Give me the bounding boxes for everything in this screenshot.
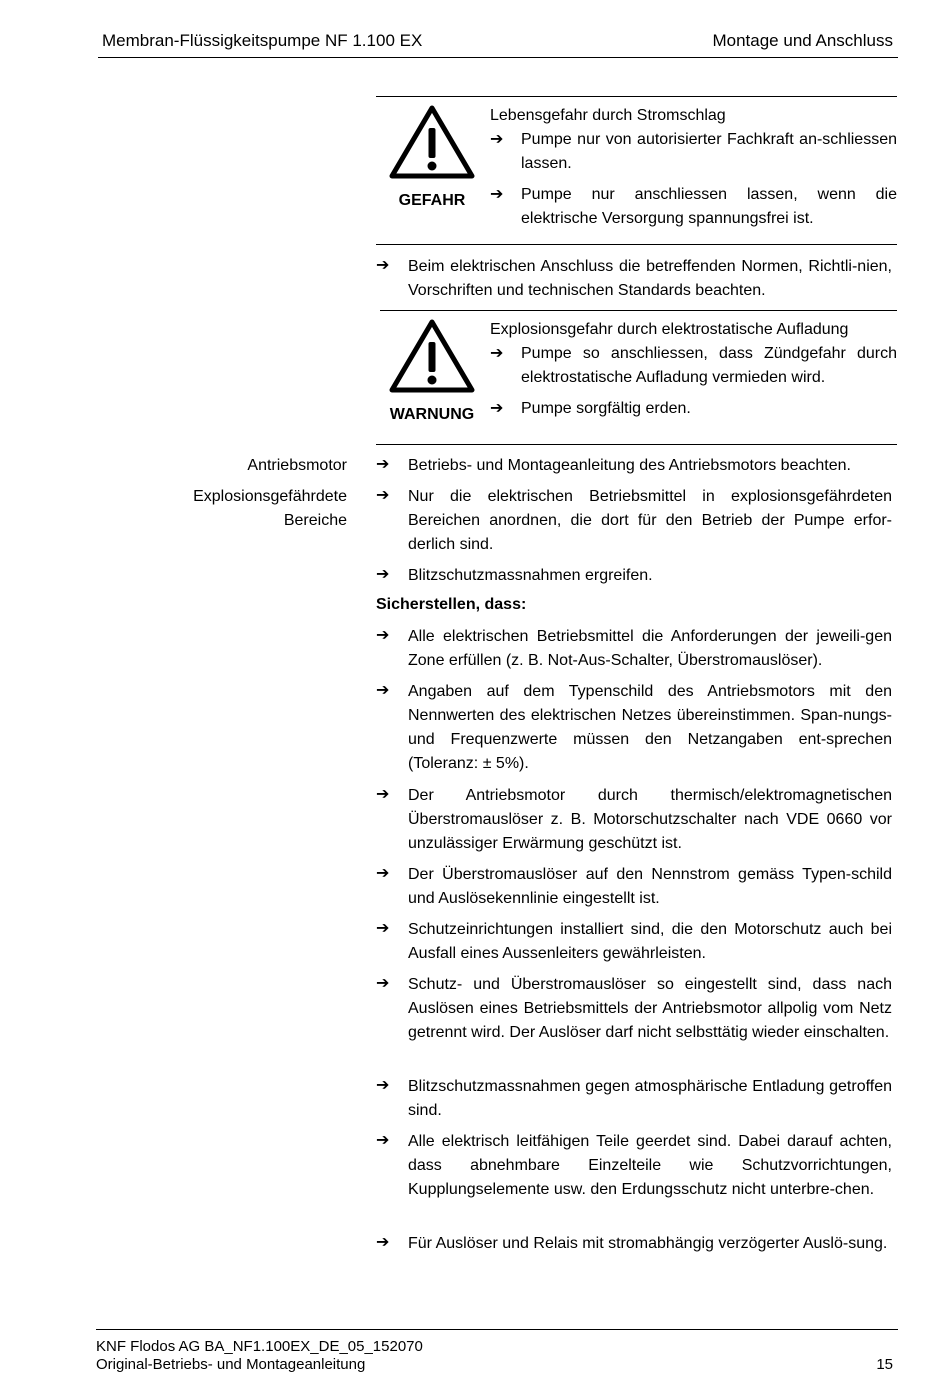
arrow-icon: ➔ (376, 566, 390, 583)
danger-top-rule (376, 96, 897, 97)
arrow-icon: ➔ (490, 345, 504, 362)
ensure-item: ➔ Für Auslöser und Relais mit stromabhängig verzögerter Auslö-sung. (376, 1234, 888, 1252)
danger-bottom-rule (376, 244, 897, 245)
arrow-icon: ➔ (376, 627, 390, 644)
warning-triangle-icon (388, 318, 476, 394)
footer-document-type: Original-Betriebs- und Montageanleitung (96, 1356, 366, 1373)
ensure-item: ➔ Alle elektrischen Betriebsmittel die Anforderungen der jeweili-gen Zone erfüllen (z. B. Not-Aus-Schalter, Überstromauslöser). (376, 627, 892, 669)
warning-triangle-icon (388, 104, 476, 180)
arrow-icon: ➔ (376, 487, 390, 504)
danger-block (376, 104, 897, 234)
footer-document-id: KNF Flodos AG BA_NF1.100EX_DE_05_152070 (96, 1338, 423, 1355)
danger-title: Lebensgefahr durch Stromschlag (490, 107, 726, 124)
header-section-title: Montage und Anschluss (712, 31, 893, 50)
warning-item: ➔ Pumpe sorgfältig erden. (490, 397, 897, 421)
arrow-icon: ➔ (376, 456, 390, 473)
danger-signal-word: GEFAHR (398, 192, 466, 209)
ensure-item: ➔ Schutzeinrichtungen installiert sind, die den Motorschutz auch bei Ausfall eines Aussenleiters gewährleisten. (376, 920, 892, 962)
arrow-icon: ➔ (376, 1077, 390, 1094)
ensure-item: ➔ Der Überstromauslöser auf den Nennstrom gemäss Typen-schild und Auslösekennlinie eingestellt ist. (376, 865, 892, 907)
arrow-icon: ➔ (376, 257, 390, 274)
arrow-icon: ➔ (376, 865, 390, 882)
warning-bottom-rule (376, 444, 897, 445)
ensure-heading: Sicherstellen, dass: (376, 596, 527, 613)
arrow-icon: ➔ (376, 786, 390, 803)
hazard-item: ➔ Nur die elektrischen Betriebsmittel in explosionsgefährdeten Bereichen anordnen, die dort für den Betrieb der Pumpe erfor-derlich sind. (376, 487, 892, 553)
warning-item: ➔ Pumpe so anschliessen, dass Zündgefahr durch elektrostatische Aufladung vermieden wird. (490, 342, 897, 390)
arrow-icon: ➔ (376, 1234, 390, 1251)
page-number: 15 (876, 1356, 893, 1373)
ensure-item: ➔ Angaben auf dem Typenschild des Antriebsmotors mit den Nennwerten des elektrischen Netzes übereinstimmen. Span-nungs- und Frequenzwerte müssen den Netzangaben ent-sprechen (Toleranz: ± 5%). (376, 682, 892, 772)
arrow-icon: ➔ (376, 920, 390, 937)
footer-divider (96, 1329, 898, 1330)
arrow-icon: ➔ (376, 682, 390, 699)
danger-item: ➔ Pumpe nur anschliessen lassen, wenn die elektrische Versorgung spannungsfrei ist. (490, 183, 897, 231)
ensure-item: ➔ Alle elektrisch leitfähigen Teile geerdet sind. Dabei darauf achten, dass abnehmbare Einzelteile wie Schutzvorrichtungen, Kupplungselemente usw. den Erdungsschutz nicht unterbre-chen. (376, 1132, 892, 1198)
warning-signal-word: WARNUNG (389, 406, 475, 423)
drive-motor-item: ➔ Betriebs- und Montageanleitung des Antriebsmotors beachten. (376, 456, 851, 474)
arrow-icon: ➔ (490, 400, 504, 417)
standards-item: ➔ Beim elektrischen Anschluss die betreffenden Normen, Richtli-nien, Vorschriften und technischen Standards beachten. (376, 257, 892, 299)
header-document-title: Membran-Flüssigkeitspumpe NF 1.100 EX (102, 31, 423, 50)
arrow-icon: ➔ (376, 975, 390, 992)
ensure-item: ➔ Blitzschutzmassnahmen gegen atmosphärische Entladung getroffen sind. (376, 1077, 892, 1119)
side-label-drive-motor: Antriebsmotor (247, 457, 347, 474)
ensure-item: ➔ Der Antriebsmotor durch thermisch/elektromagnetischen Überstromauslöser z. B. Motorschutzschalter nach VDE 0660 vor unzulässiger Erwärmung geschützt ist. (376, 786, 892, 852)
warning-block (376, 318, 897, 436)
warning-top-rule (380, 310, 897, 311)
side-label-hazard-areas: Explosionsgefährdete Bereiche (193, 488, 347, 529)
ensure-item: ➔ Schutz- und Überstromauslöser so eingestellt sind, dass nach Auslösen eines Betriebsmittels der Antriebsmotor allpolig vom Netz getrennt wird. Der Auslöser darf nicht selbsttätig wieder einschalten. (376, 975, 892, 1041)
warning-title: Explosionsgefahr durch elektrostatische Aufladung (490, 321, 849, 338)
danger-item: ➔ Pumpe nur von autorisierter Fachkraft an-schliessen lassen. (490, 128, 897, 176)
arrow-icon: ➔ (376, 1132, 390, 1149)
arrow-icon: ➔ (490, 131, 504, 148)
hazard-item: ➔ Blitzschutzmassnahmen ergreifen. (376, 566, 653, 584)
arrow-icon: ➔ (490, 186, 504, 203)
header-divider (98, 57, 898, 58)
